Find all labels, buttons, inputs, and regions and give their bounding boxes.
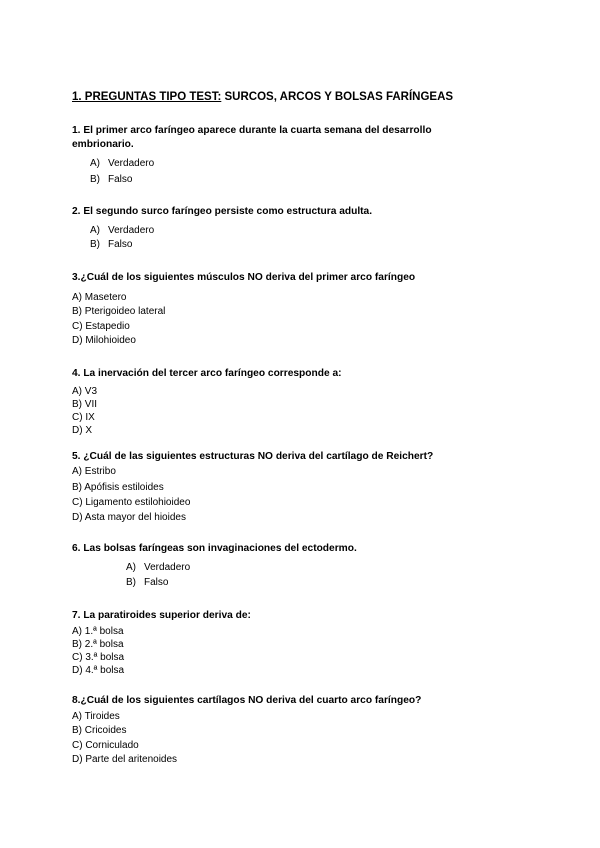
answer-option: C) IX — [72, 412, 95, 423]
answer-option — [90, 173, 132, 186]
answer-option: B) Cricoides — [72, 725, 127, 736]
answer-option — [126, 576, 168, 589]
answer-option: C) 3.ª bolsa — [72, 652, 125, 663]
option-text: Verdadero — [108, 225, 155, 236]
option-text: Falso — [144, 577, 169, 588]
question-7: 7. La paratiroides superior deriva de: — [72, 610, 251, 621]
answer-option: A) V3 — [72, 386, 98, 397]
option-text: Falso — [108, 239, 133, 250]
answer-option: D) Milohioideo — [72, 335, 136, 346]
option-letter: A) — [90, 225, 100, 236]
option-text: Falso — [108, 174, 133, 185]
answer-option: C) Ligamento estilohioideo — [72, 497, 191, 508]
question-4: 4. La inervación del tercer arco faríngeo corresponde a: — [72, 368, 342, 379]
answer-option: B) Apófisis estiloides — [72, 482, 164, 493]
answer-option: A) Tiroides — [72, 711, 120, 722]
answer-option: B) 2.ª bolsa — [72, 639, 124, 650]
answer-option: A) 1.ª bolsa — [72, 626, 124, 637]
answer-option — [90, 224, 154, 237]
question-1: 1. El primer arco faríngeo aparece durante la cuarta semana del desarrollo embrionario. — [72, 125, 432, 150]
answer-option — [126, 561, 190, 574]
answer-option — [90, 238, 132, 251]
answer-option: B) Pterigoideo lateral — [72, 306, 166, 317]
option-text: Verdadero — [108, 158, 155, 169]
answer-option: D) Parte del aritenoides — [72, 754, 178, 765]
answer-option: A) Masetero — [72, 292, 127, 303]
option-letter: A) — [126, 562, 136, 573]
answer-option: B) VII — [72, 399, 98, 410]
option-letter: A) — [90, 158, 100, 169]
question-6: 6. Las bolsas faríngeas son invaginaciones del ectodermo. — [72, 543, 357, 554]
answer-option: D) X — [72, 425, 92, 436]
answer-option: A) Estribo — [72, 466, 116, 477]
question-5: 5. ¿Cuál de las siguientes estructuras NO deriva del cartílago de Reichert? — [72, 451, 434, 462]
option-letter: B) — [90, 239, 100, 250]
question-8: 8.¿Cuál de los siguientes cartílagos NO deriva del cuarto arco faríngeo? — [72, 695, 422, 706]
section-title-prefix: 1. PREGUNTAS TIPO TEST: — [72, 91, 222, 103]
answer-option: D) 4.ª bolsa — [72, 665, 125, 676]
option-letter: B) — [126, 577, 136, 588]
answer-option: C) Estapedio — [72, 321, 130, 332]
option-text: Verdadero — [144, 562, 191, 573]
answer-option: D) Asta mayor del hioides — [72, 512, 186, 523]
question-3: 3.¿Cuál de los siguientes músculos NO deriva del primer arco faríngeo — [72, 272, 416, 283]
answer-option — [90, 157, 154, 170]
question-2: 2. El segundo surco faríngeo persiste como estructura adulta. — [72, 206, 373, 217]
section-title — [72, 91, 453, 103]
option-letter: B) — [90, 174, 100, 185]
answer-option: C) Corniculado — [72, 740, 139, 751]
section-title-rest: SURCOS, ARCOS Y BOLSAS FARÍNGEAS — [221, 91, 454, 103]
